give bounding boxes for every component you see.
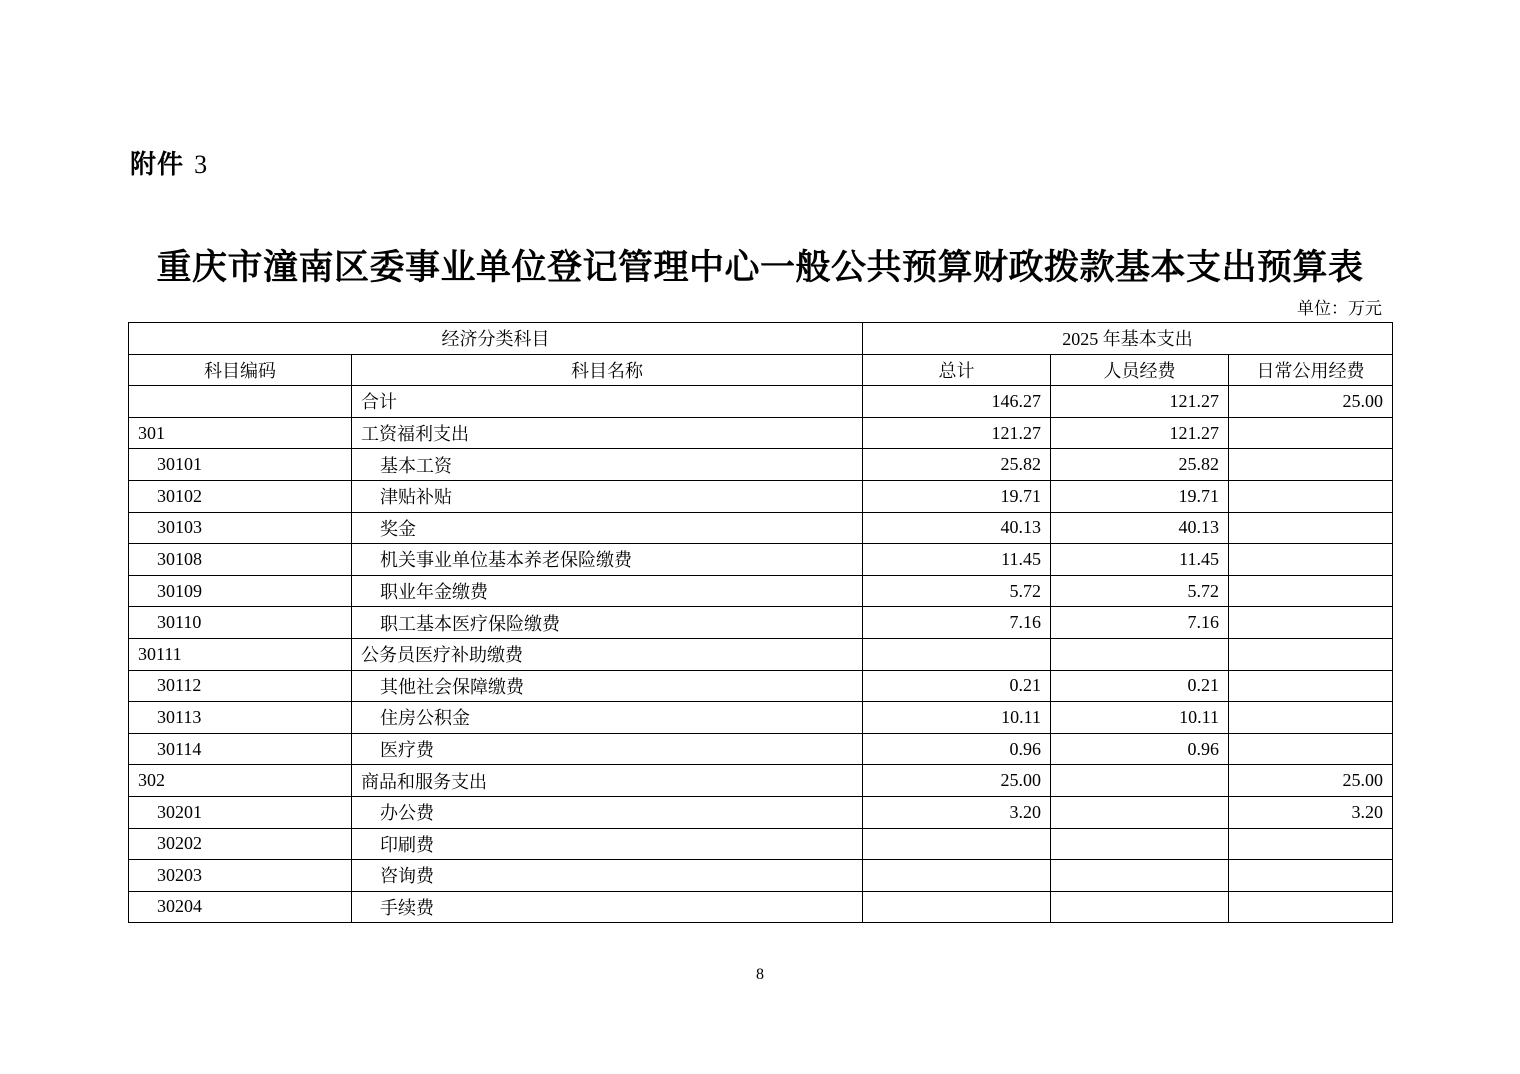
table-row [129,417,1393,449]
row-personnel: 10.11 [1051,702,1229,734]
row-total: 146.27 [863,386,1051,418]
row-public [1229,702,1393,734]
row-name: 办公费 [352,796,863,828]
table-row [129,480,1393,512]
header-public: 日常公用经费 [1229,354,1393,386]
row-public [1229,512,1393,544]
row-code: 301 [129,417,352,449]
table-row [129,860,1393,892]
row-personnel: 40.13 [1051,512,1229,544]
row-personnel: 0.21 [1051,670,1229,702]
row-personnel: 0.96 [1051,733,1229,765]
row-code: 30113 [129,702,352,734]
row-code: 30204 [129,891,352,923]
table-row [129,544,1393,576]
table-row [129,891,1393,923]
row-code: 30103 [129,512,352,544]
row-public [1229,575,1393,607]
header-economic-classification: 经济分类科目 [129,323,863,355]
table-row [129,638,1393,670]
header-basic-expenditure: 2025 年基本支出 [863,323,1393,355]
row-code: 30109 [129,575,352,607]
row-public: 25.00 [1229,765,1393,797]
row-personnel [1051,638,1229,670]
page-number: 8 [756,966,764,983]
row-code: 30108 [129,544,352,576]
row-public [1229,828,1393,860]
row-total: 19.71 [863,480,1051,512]
table-row [129,607,1393,639]
row-total: 25.82 [863,449,1051,481]
row-public [1229,480,1393,512]
row-total: 5.72 [863,575,1051,607]
row-personnel: 5.72 [1051,575,1229,607]
row-code: 30201 [129,796,352,828]
row-total: 10.11 [863,702,1051,734]
row-public [1229,670,1393,702]
row-code: 30110 [129,607,352,639]
attachment-number: 3 [194,150,209,179]
row-name: 职业年金缴费 [352,575,863,607]
table-row [129,575,1393,607]
row-personnel: 19.71 [1051,480,1229,512]
row-personnel: 121.27 [1051,386,1229,418]
attachment-prefix: 附件 [130,150,185,180]
row-total: 25.00 [863,765,1051,797]
budget-table-body [129,323,1393,923]
row-personnel [1051,891,1229,923]
row-total: 7.16 [863,607,1051,639]
row-public [1229,891,1393,923]
row-code: 302 [129,765,352,797]
row-name: 奖金 [352,512,863,544]
table-row [129,512,1393,544]
header-personnel: 人员经费 [1051,354,1229,386]
row-public: 3.20 [1229,796,1393,828]
row-personnel: 25.82 [1051,449,1229,481]
row-public: 25.00 [1229,386,1393,418]
row-personnel: 7.16 [1051,607,1229,639]
row-name: 合计 [352,386,863,418]
row-public [1229,607,1393,639]
row-personnel: 11.45 [1051,544,1229,576]
row-code: 30202 [129,828,352,860]
row-personnel: 121.27 [1051,417,1229,449]
table-row [129,765,1393,797]
row-name: 印刷费 [352,828,863,860]
row-total [863,860,1051,892]
header-row-columns [129,354,1393,386]
row-name: 津贴补贴 [352,480,863,512]
attachment-label [130,144,208,181]
row-code: 30101 [129,449,352,481]
table-row [129,796,1393,828]
row-personnel [1051,796,1229,828]
table-row [129,828,1393,860]
header-name: 科目名称 [352,354,863,386]
row-public [1229,733,1393,765]
budget-table [128,322,1393,923]
row-total [863,891,1051,923]
row-total [863,638,1051,670]
table-row [129,449,1393,481]
row-name: 公务员医疗补助缴费 [352,638,863,670]
header-total: 总计 [863,354,1051,386]
row-public [1229,860,1393,892]
table-row [129,702,1393,734]
table-row [129,386,1393,418]
table-row [129,733,1393,765]
row-name: 基本工资 [352,449,863,481]
header-code: 科目编码 [129,354,352,386]
table-row [129,670,1393,702]
row-personnel [1051,860,1229,892]
header-row-group [129,323,1393,355]
row-public [1229,638,1393,670]
unit-label: 单位：万元 [1297,299,1382,318]
row-code: 30114 [129,733,352,765]
row-name: 商品和服务支出 [352,765,863,797]
row-total: 3.20 [863,796,1051,828]
row-name: 其他社会保障缴费 [352,670,863,702]
document-title: 重庆市潼南区委事业单位登记管理中心一般公共预算财政拨款基本支出预算表 [156,247,1364,288]
row-name: 机关事业单位基本养老保险缴费 [352,544,863,576]
row-name: 住房公积金 [352,702,863,734]
row-total: 40.13 [863,512,1051,544]
row-personnel [1051,828,1229,860]
row-total: 0.21 [863,670,1051,702]
row-name: 工资福利支出 [352,417,863,449]
row-public [1229,544,1393,576]
row-name: 职工基本医疗保险缴费 [352,607,863,639]
row-code: 30102 [129,480,352,512]
row-total: 121.27 [863,417,1051,449]
row-code [129,386,352,418]
row-total: 0.96 [863,733,1051,765]
row-total [863,828,1051,860]
row-public [1229,449,1393,481]
row-name: 咨询费 [352,860,863,892]
row-code: 30112 [129,670,352,702]
row-name: 手续费 [352,891,863,923]
row-personnel [1051,765,1229,797]
row-code: 30203 [129,860,352,892]
row-name: 医疗费 [352,733,863,765]
row-public [1229,417,1393,449]
row-code: 30111 [129,638,352,670]
row-total: 11.45 [863,544,1051,576]
